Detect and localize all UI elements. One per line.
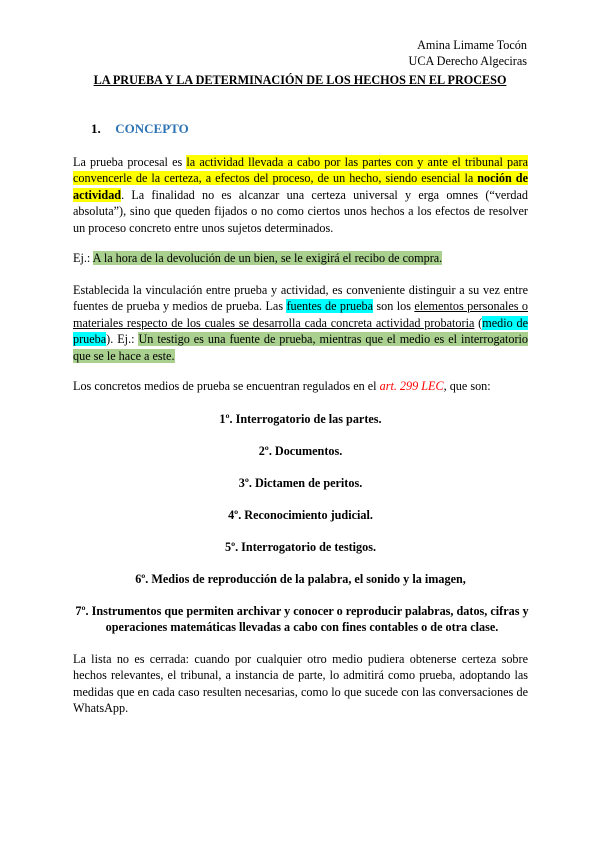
p3-text-1: Los concretos medios de prueba se encuentran regulados en el <box>73 379 380 393</box>
section-heading <box>91 121 189 137</box>
section-label: CONCEPTO <box>115 121 189 136</box>
example-1-prefix: Ej.: <box>73 251 93 265</box>
means-item: 3º. Dictamen de peritos. <box>238 476 363 490</box>
example-1 <box>73 250 528 266</box>
p1-text-2: . La finalidad no es alcanzar una certeza universal y erga omnes (“verdad absoluta”), sino que queden fijados o no como ciertos unos hechos a los efectos de resolver un proceso concreto entre unos sujetos determinados. <box>73 187 528 235</box>
p2-text-2: son los <box>373 299 415 314</box>
means-item: 2º. Documentos. <box>258 444 343 458</box>
example-1-text: A la hora de la devolución de un bien, se le exigirá el recibo de compra. <box>92 251 443 265</box>
means-item: 7º. Instrumentos que permiten archivar y conocer o reproducir palabras, datos, cifras y operaciones matemáticas llevadas a cabo con fines contables o de otra clase. <box>75 604 529 635</box>
section-number: 1. <box>91 121 101 136</box>
p2-highlight-means: medio de prueba <box>73 315 528 347</box>
p3-text-2: , que son: <box>443 379 491 393</box>
means-item: 4º. Reconocimiento judicial. <box>228 508 373 522</box>
paragraph-sources <box>73 282 528 364</box>
paragraph-definition <box>73 154 528 236</box>
paragraph-open-list: La lista no es cerrada: cuando por cualquier otro medio pudiera obtenerse certeza sobre hechos relevantes, el tribunal, a instancia de parte, lo admitirá como prueba, adoptando las medidas que en cada caso resulten necesarias, como lo que sucede con las conversaciones de WhatsApp. <box>73 652 528 716</box>
p2-underlined-elements: elementos personales o materiales respecto de los cuales se desarrolla cada concreta actividad probatoria <box>73 299 528 330</box>
paragraph-regulation <box>73 378 528 394</box>
means-item: 5º. Interrogatorio de testigos. <box>224 540 377 554</box>
p2-highlight-sources: fuentes de prueba <box>286 299 374 314</box>
header-block <box>300 37 527 69</box>
p2-highlight-example: Un testigo es una fuente de prueba, mientras que el medio es el interrogatorio que se le hace a este. <box>73 332 528 363</box>
p2-text-1: Establecida la vinculación entre prueba y actividad, es conveniente distinguir a su vez entre fuentes de prueba y medios de prueba. Las <box>73 283 528 314</box>
document-title: LA PRUEBA Y LA DETERMINACIÓN DE LOS HECHOS EN EL PROCESO <box>93 73 507 87</box>
p1-text-1: La prueba procesal es <box>73 155 187 169</box>
p2-text-4: ). Ej.: <box>106 332 139 347</box>
law-reference: art. 299 LEC <box>379 379 444 393</box>
p2-text-3: ( <box>474 315 483 330</box>
means-item: 1º. Interrogatorio de las partes. <box>219 412 382 426</box>
p1-highlight-activity: noción de actividad <box>73 171 528 202</box>
institution: UCA Derecho Algeciras <box>408 54 527 68</box>
p1-highlight-definition: la actividad llevada a cabo por las partes con y ante el tribunal para convencerle de la certeza, a efectos del proceso, de un hecho, siendo esencial la <box>73 155 528 186</box>
means-item: 6º. Medios de reproducción de la palabra, el sonido y la imagen, <box>135 572 466 586</box>
author-name: Amina Limame Tocón <box>417 38 527 52</box>
